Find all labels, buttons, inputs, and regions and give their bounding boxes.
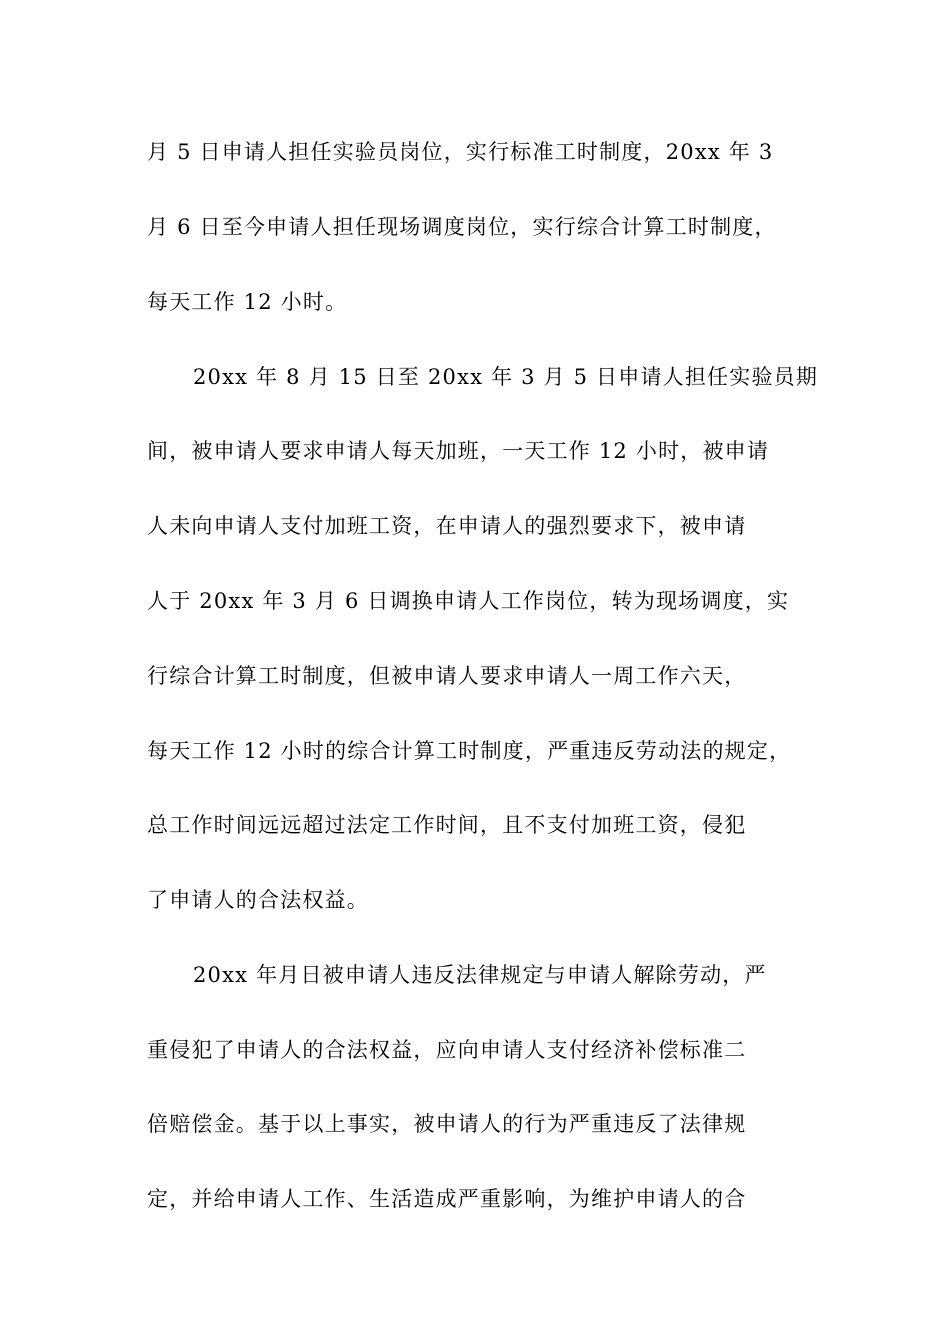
text-line: 每天工作 12 小时的综合计算工时制度，严重违反劳动法的规定， <box>147 739 792 763</box>
text-line: 定，并给申请人工作、生活造成严重影响，为维护申请人的合 <box>147 1187 747 1211</box>
text-line: 每天工作 12 小时。 <box>147 290 348 314</box>
text-line: 人于 20xx 年 3 月 6 日调换申请人工作岗位，转为现场调度，实 <box>147 589 790 613</box>
text-line: 行综合计算工时制度，但被申请人要求申请人一周工作六天， <box>147 664 747 688</box>
text-line: 总工作时间远远超过法定工作时间，且不支付加班工资，侵犯 <box>147 813 747 837</box>
text-line: 了申请人的合法权益。 <box>147 888 369 912</box>
text-line: 月 5 日申请人担任实验员岗位，实行标准工时制度，20xx 年 3 <box>147 140 774 164</box>
text-line: 月 6 日至今申请人担任现场调度岗位，实行综合计算工时制度， <box>147 215 777 239</box>
text-line: 倍赔偿金。基于以上事实，被申请人的行为严重违反了法律规 <box>147 1112 747 1136</box>
paragraph-first-line: 20xx 年 8 月 15 日至 20xx 年 3 月 5 日申请人担任实验员期 <box>193 365 819 389</box>
text-line: 人未向申请人支付加班工资，在申请人的强烈要求下，被申请 <box>147 514 747 538</box>
text-line: 间，被申请人要求申请人每天加班，一天工作 12 小时，被申请 <box>147 439 770 463</box>
paragraph-first-line: 20xx 年月日被申请人违反法律规定与申请人解除劳动，严 <box>193 963 767 987</box>
text-line: 重侵犯了申请人的合法权益，应向申请人支付经济补偿标准二 <box>147 1038 747 1062</box>
